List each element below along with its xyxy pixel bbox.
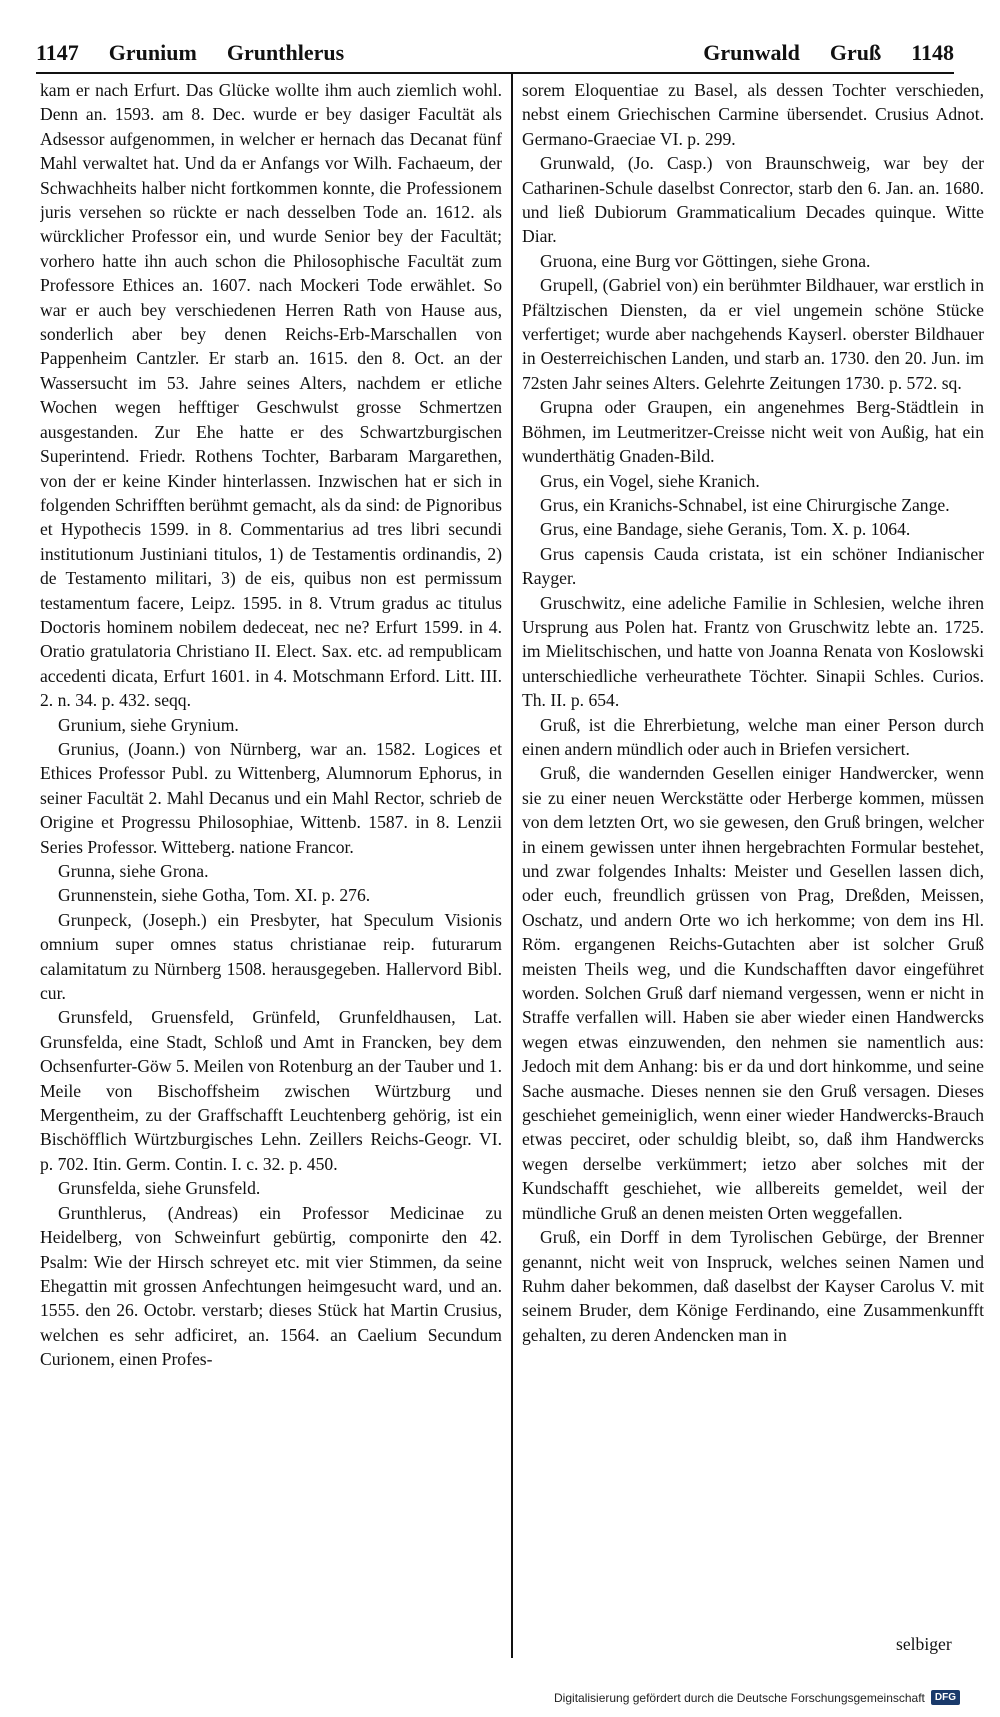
entry-gruona: Gruona, eine Burg vor Göttingen, siehe Grona. [540,250,871,271]
header-left [36,40,344,66]
entry-gruss-ehrerbietung: Gruß, ist die Ehrerbietung, welche man einer Person durch einen andern mündlich oder auch in Briefen versichert. [522,714,984,759]
entry-grus-schnabel: Grus, ein Kranichs-Schnabel, ist eine Chirurgische Zange. [540,494,950,515]
right-page-number: 1148 [911,40,954,65]
header-rule [36,72,954,74]
dfg-logo-icon: DFG [931,1690,960,1705]
entry-grunpeck: Grunpeck, (Joseph.) ein Presbyter, hat Speculum Visionis omnium super omnes status christianae reip. futurarum calamitatum zu Nürnberg 1508. herausgegeben. Hallervord Bibl. cur. [40,909,502,1004]
column-divider [511,74,513,1658]
footer [554,1690,960,1705]
right-column [522,78,984,1658]
entry-grunwald: Grunwald, (Jo. Casp.) von Braunschweig, war bey der Catharinen-Schule daselbst Conrector, starb den 6. Jan. an. 1680. und ließ Dubiorum Grammaticalium Decades quinque. Witte Diar. [522,153,984,247]
left-page-number: 1147 [36,40,79,65]
entry-grupell: Grupell, (Gabriel von) ein berühmter Bildhauer, war erstlich in Pfältzischen Diensten, da er viel ungemein schöne Stücke verfertiget; wurde aber nachgehends Kayserl. oberster Bildhauer in Oesterreichischen Landen, und starb an. 1730. den 20. Jun. im 72sten Jahr seines Alters. Gelehrte Zeitungen 1730. p. 572. sq. [522,275,984,393]
left-column [40,78,502,1658]
entry-grunna: Grunna, siehe Grona. [58,861,209,881]
running-header [36,40,954,76]
header-right [703,40,954,66]
footer-credit: Digitalisierung gefördert durch die Deutsche Forschungsgemeinschaft [554,1690,925,1705]
entry-grunnenstein: Grunnenstein, siehe Gotha, Tom. XI. p. 276. [58,885,371,906]
entry-gruschwitz: Gruschwitz, eine adeliche Familie in Schlesien, welche ihren Ursprung aus Polen hat. Frantz von Gruschwitz lebte an. 1725. im Mielitschischen, und hatte von Joanna Renata von Koslowski unterschiedliche verheurathete Töchter. Sinapii Schles. Curios. Th. II. p. 654. [522,592,984,711]
entry-gruss-gesellen: Gruß, die wandernden Gesellen einiger Handwercker, wenn sie zu einer neuen Werckstätte oder Herberge kommen, müssen von dem letzten Ort, wo sie gewesen, den Gruß bringen, welcher in einem gewissen unter ihnen hergebrachten Formular bestehet, und zwar folgendes Inhalts: Meister und Gesellen lassen dich, oder euch, freundlich grüssen von Prag, Dreßden, Meissen, Oschatz, und andern Orte wo ich herkomme; von dem ins Hl. Röm. ergangenen Reichs-Gutachten aber ist solcher Gruß meisten Theils weg, und die Kundschafften davor eingeführet worden. Solchen Gruß darf niemand vergessen, wenn er nicht in Straffe verfallen will. Haben sie aber wieder einen Handwercks wegen etwas einzuwenden, den nehmen sie namentlich aus: Jedoch mit dem Anhang: bis er da und dort hinkomme, und seine Sache ausmache. Dieses nennen sie den Gruß versagen. Dieses geschiehet gemeiniglich, wenn einer wieder Handwercks-Brauch etwas pecciret, oder schuldig bleibt, so, daß ihm Handwercks wegen derselbe verkümmert; ietzo aber solches mit der Kundschafft geschiehet, wie allbereits gemeldet, weil der mündliche Gruß an denen meisten Orten weggefallen. [522,763,984,1223]
entry-grunsfelda: Grunsfelda, siehe Grunsfeld. [58,1178,261,1199]
entry-grus-capensis: Grus capensis Cauda cristata, ist ein schöner Indianischer Rayger. [522,543,984,589]
entry-grupna: Grupna oder Graupen, ein angenehmes Berg-Städtlein in Böhmen, im Leutmeritzer-Creisse nicht weit von Außig, hat ein wunderthätig Gnaden-Bild. [522,397,984,467]
entry-continuation: kam er nach Erfurt. Das Glücke wollte ihm auch ziemlich wohl. Denn an. 1593. am 8. Dec. wurde er bey dasiger Facultät als Adsessor aufgenommen, in welcher er hernach das Decanat fünf Mahl verwaltet hat. Und da er Anfangs vor Wilh. Fachaeum, der Schwachheits halber nicht fortkommen konnte, die Professionem juris versehen so rückte er nach desselben Tode an. 1612. als würcklicher Professor ein, und wurde Senior bey der Facultät; vorhero hatte ihn auch schon die Philosophische Facultät zum Professore Ethices an. 1607. nach Mockeri Tode erwählet. So war er auch bey verschiedenen Herren Rath von Hause aus, sonderlich aber bey denen Reichs-Erb-Marschallen von Pappenheim Cantzler. Er starb an. 1615. den 8. Oct. an der Wassersucht im 53. Jahre seines Alters, nachdem er etliche Wochen wegen hefftiger Geschwulst grosse Schmertzen ausgestanden. Zur Ehe hatte er des Schwartzburgischen Superintend. Friedr. Rothens Tochter, Barbaram Margarethen, von der er keine Kinder hinterlassen. Inzwischen hat er sich in folgenden Schrifften berühmt gemacht, als da sind: de Pignoribus et Hypothecis 1599. in 8. Commentarius ad tres libri secundi institutionum Justiniani titulos, 1) de Testamentis ordinandis, 2) de Testamento militari, 3) de eis, quibus non est permissum testamentum facere, Leipz. 1595. in 8. Vtrum gradus ac titulus Doctoris hominem nobilem dedeceat, nec ne? Erfurt 1599. in 4. Oratio gratulatoria Christiano II. Elect. Sax. etc. ad rempublicam accedenti dicata, Erfurt 1601. in 4. Motschmann Erford. Litt. III. 2. n. 34. p. 432. seqq. [40,80,502,711]
header-right-catchword-2: Gruß [829,40,882,65]
entry-grus-vogel: Grus, ein Vogel, siehe Kranich. [540,470,760,491]
header-left-catchword-2: Grunthlerus [226,40,345,65]
entry-grunthlerus: Grunthlerus, (Andreas) ein Professor Medicinae zu Heidelberg, von Schweinfurt gebürtig, componirte den 42. Psalm: Wie der Hirsch schreyet etc. mit vier Stimmen, da seine Ehegattin mit grossen Anfechtungen heimgesucht ward, und an. 1555. den 26. Octobr. verstarb; dieses Stück hat Martin Crusius, welchen es sehr adficiret, an. 1564. an Caelium Secundum Curionem, einen Profes- [40,1202,502,1370]
header-right-catchword-1: Grunwald [703,40,800,65]
entry-continuation-right: sorem Eloquentiae zu Basel, als dessen Tochter verschieden, nebst einem Griechischen Carmine übersendet. Crusius Adnot. Germano-Graeciae VI. p. 299. [522,80,984,149]
entry-grunium: Grunium, siehe Grynium. [58,714,239,735]
catchword: selbiger [896,1634,952,1654]
entry-grunius: Grunius, (Joann.) von Nürnberg, war an. 1582. Logices et Ethices Professor Publ. zu Wittenberg, Alumnorum Ephorus, in seiner Facultät 2. Mahl Decanus und ein Mahl Rector, schrieb de Origine et Progressu Philosophiae, Wittenb. 1587. in 8. Lenzii Series Professor. Witteberg. natione Francor. [40,738,502,857]
header-left-catchword-1: Grunium [108,40,197,65]
entry-gruss-dorff: Gruß, ein Dorff in dem Tyrolischen Gebürge, der Brenner genannt, nicht weit von Inspruck, welches seinen Namen und Ruhm daher bekommen, daß daselbst der Kayser Carolus V. mit seinem Bruder, dem Könige Ferdinando, eine Zusammenkunfft gehalten, zu deren Andencken man in [522,1227,984,1345]
entry-grus-bandage: Grus, eine Bandage, siehe Geranis, Tom. X. p. 1064. [540,519,911,540]
entry-grunsfeld: Grunsfeld, Gruensfeld, Grünfeld, Grunfeldhausen, Lat. Grunsfelda, eine Stadt, Schloß und Amt in Francken, bey dem Ochsenfurter-Göw 5. Meilen von Rotenburg an der Tauber und 1. Meile von Bischoffsheim zwischen Würtzburg und Mergentheim, zu der Graffschafft Leuchtenberg gehörig, ist ein Bischöfflich Würtzburgisches Lehn. Zeillers Reichs-Geogr. VI. p. 702. Itin. Germ. Contin. I. c. 32. p. 450. [40,1007,502,1174]
